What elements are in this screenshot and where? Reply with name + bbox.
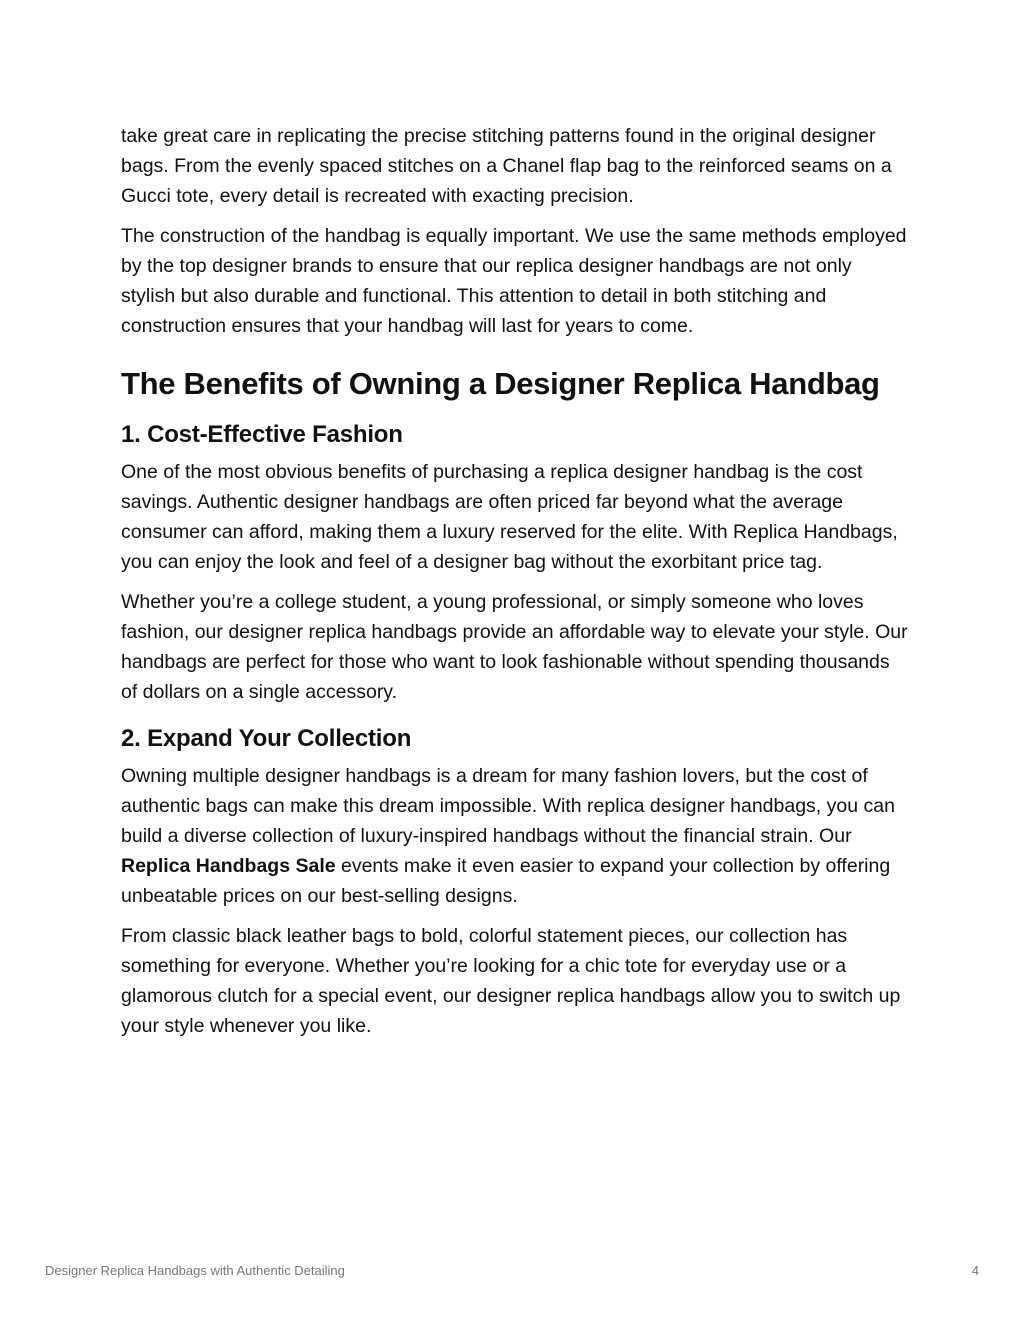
footer-page-number: 4: [971, 1263, 979, 1278]
paragraph-style-variety: From classic black leather bags to bold, colorful statement pieces, our collection has something for everyone. Whether you’re looking for a chic tote for everyday use or a glamorous clutch for a special event, our designer replica handbags allow you to switch up your style whenever you like.: [121, 925, 901, 1037]
footer-document-title: Designer Replica Handbags with Authentic Detailing: [45, 1263, 345, 1278]
paragraph-cost-savings: One of the most obvious benefits of purchasing a replica designer handbag is the cost savings. Authentic designer handbags are often priced far beyond what the average consumer can afford, making them a luxury reserved for the elite. With Replica Handbags, you can enjoy the look and feel of a designer bag without the exorbitant price tag.: [121, 461, 898, 573]
subheading-expand-collection: 2. Expand Your Collection: [121, 725, 412, 752]
paragraph-stitching: take great care in replicating the precise stitching patterns found in the original designer bags. From the evenly spaced stitches on a Chanel flap bag to the reinforced seams on a Gucci tote, every detail is recreated with exacting precision.: [121, 125, 892, 207]
subheading-cost-effective: 1. Cost-Effective Fashion: [121, 421, 403, 448]
replica-handbags-sale-emphasis: Replica Handbags Sale: [121, 855, 336, 877]
collection-text-start: Owning multiple designer handbags is a dream for many fashion lovers, but the cost of authentic bags can make this dream impossible. With replica designer handbags, you can build a diverse collection of luxury-inspired handbags without the financial strain. Our: [121, 765, 895, 847]
paragraph-collection: [121, 761, 911, 911]
paragraph-construction: The construction of the handbag is equally important. We use the same methods employed by the top designer brands to ensure that our replica designer handbags are not only stylish but also durable and functional. This attention to detail in both stitching and construction ensures that your handbag will last for years to come.: [121, 225, 907, 337]
paragraph-affordable-style: Whether you’re a college student, a young professional, or simply someone who loves fashion, our designer replica handbags provide an affordable way to elevate your style. Our handbags are perfect for those who want to look fashionable without spending thousands of dollars on a single accessory.: [121, 591, 908, 703]
page-content: [121, 121, 911, 1051]
section-heading-benefits: The Benefits of Owning a Designer Replica Handbag: [121, 366, 880, 401]
collection-text-end: events make it even easier to expand your collection by offering unbeatable prices on our best-selling designs.: [121, 855, 891, 907]
